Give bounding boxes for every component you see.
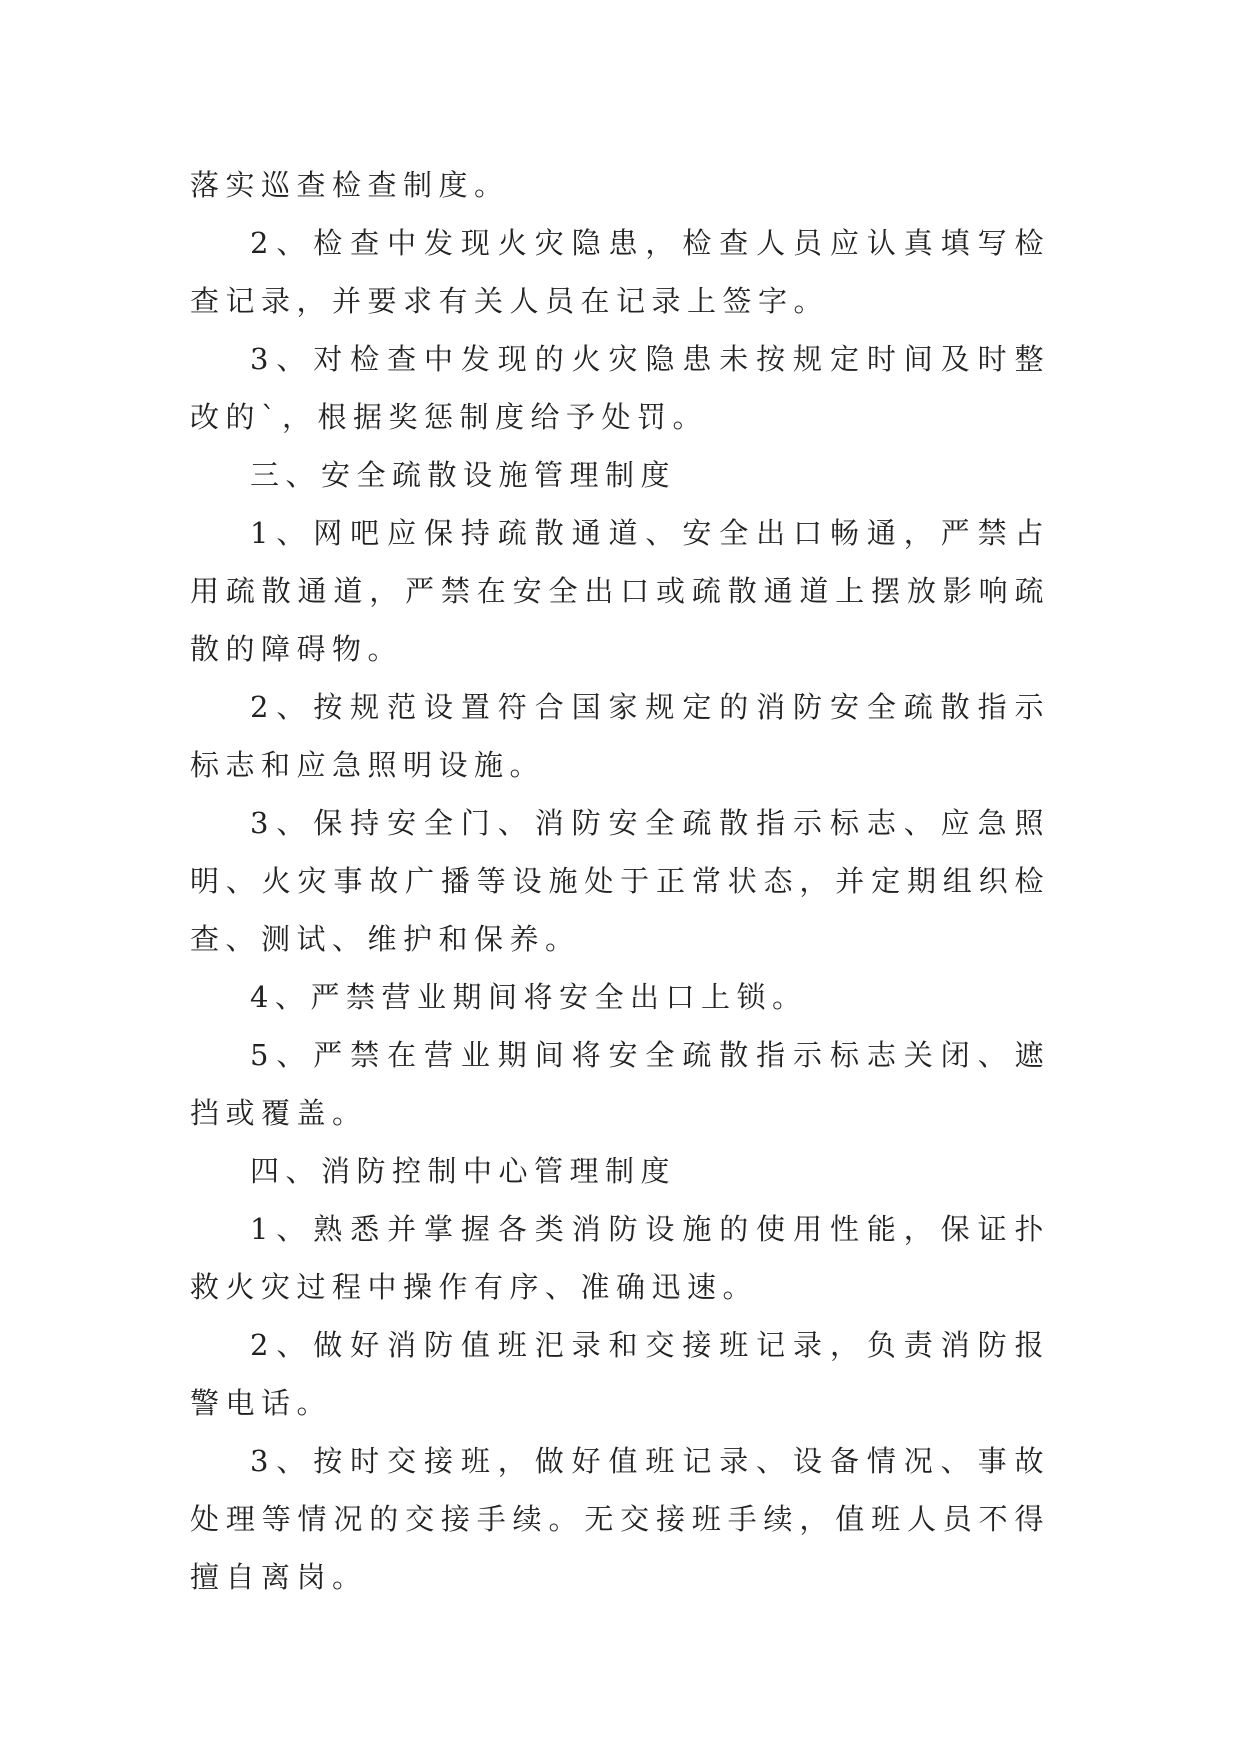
section-heading-evacuation: 三、安全疏散设施管理制度 [250,458,677,492]
paragraph-item-3-penalty: 3、对检查中发现的火灾隐患未按规定时间及时整改的`，根据奖惩制度给予处罚。 [190,342,1050,434]
paragraph-control-3: 3、按时交接班，做好值班记录、设备情况、事故处理等情况的交接手续。无交接班手续，值班人员不得擅自离岗。 [190,1444,1050,1594]
paragraph-evac-2: 2、按规范设置符合国家规定的消防安全疏散指示标志和应急照明设施。 [190,690,1050,782]
paragraph-control-2: 2、做好消防值班汜录和交接班记录，负责消防报警电话。 [190,1328,1050,1420]
section-heading-control-center: 四、消防控制中心管理制度 [250,1154,677,1188]
paragraph-continuation: 落实巡查检查制度。 [190,168,510,202]
paragraph-evac-4: 4、严禁营业期间将安全出口上锁。 [250,980,808,1014]
paragraph-item-2-record: 2、检查中发现火灾隐患，检查人员应认真填写检查记录，并要求有关人员在记录上签字。 [190,226,1050,318]
document-body [190,156,1050,1606]
paragraph-evac-1: 1、网吧应保持疏散通道、安全出口畅通，严禁占用疏散通道，严禁在安全出口或疏散通道上摆放影响疏散的障碍物。 [190,516,1050,666]
paragraph-evac-3: 3、保持安全门、消防安全疏散指示标志、应急照明、火灾事故广播等设施处于正常状态，并定期组织检查、测试、维护和保养。 [190,806,1050,956]
paragraph-evac-5: 5、严禁在营业期间将安全疏散指示标志关闭、遮挡或覆盖。 [190,1038,1050,1130]
paragraph-control-1: 1、熟悉并掌握各类消防设施的使用性能，保证扑救火灾过程中操作有序、准确迅速。 [190,1212,1050,1304]
